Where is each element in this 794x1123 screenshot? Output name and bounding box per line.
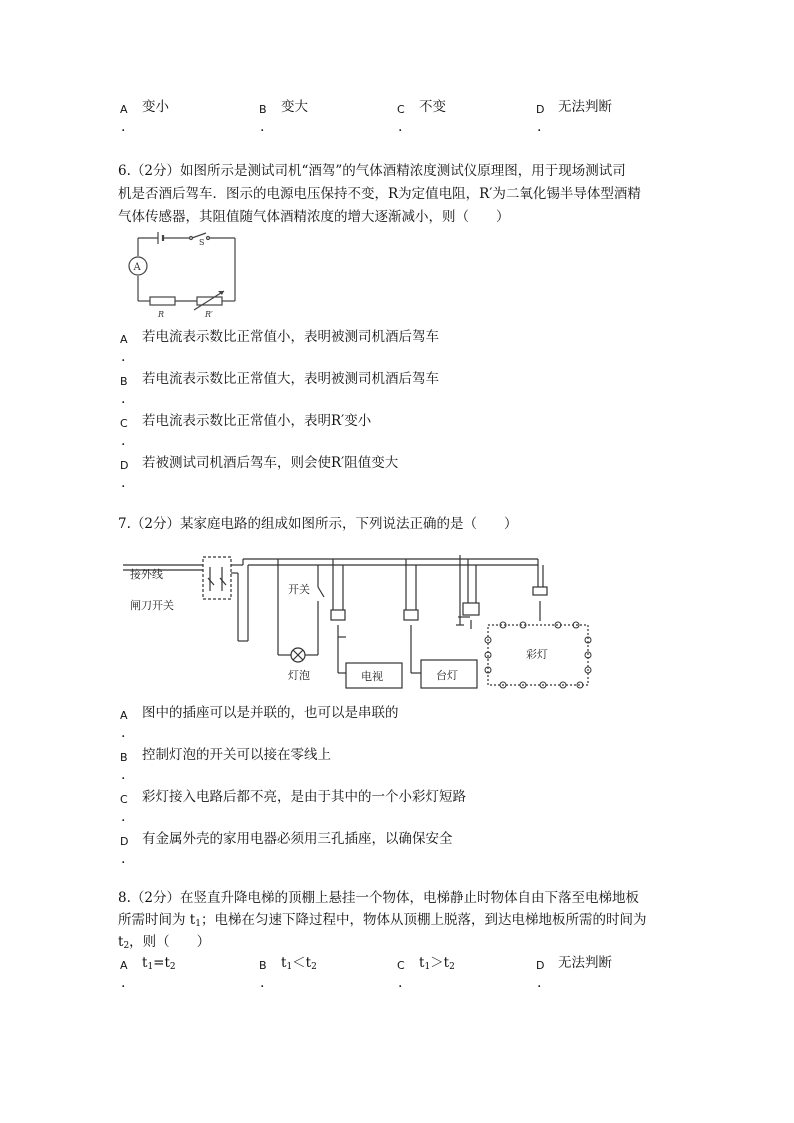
q6-option-b-text: 若电流表示数比正常值大，表明被测司机酒后驾车: [142, 371, 439, 387]
q6-stem-line-1: 6.（2分）如图所示是测试司机“酒驾”的气体酒精浓度测试仪原理图，用于现场测试司: [118, 163, 626, 179]
q8-option-a-text: $t_1=t_2$: [142, 955, 176, 972]
q6-stem-line-3: 气体传感器，其阻值随气体酒精浓度的增大逐渐减小，则（ ）: [118, 209, 510, 225]
q8-option-c-letter: C: [397, 959, 405, 972]
q7-option-a-letter: A: [120, 709, 128, 722]
q7-knife-switch-label: 闸刀开关: [130, 599, 174, 612]
q7-option-a-text: 图中的插座可以是并联的，也可以是串联的: [142, 705, 399, 721]
q6-option-d-text: 若被测试司机酒后驾车，则会使R′阻值变大: [142, 455, 399, 471]
q5-option-c-text: 不变: [419, 99, 446, 115]
q5-option-c-letter: C: [397, 103, 405, 116]
q7-lights-label: 彩灯: [526, 648, 548, 661]
q6-ammeter-label: A: [133, 262, 141, 273]
q8-option-d-text: 无法判断: [558, 955, 612, 971]
q6-switch-label: S: [199, 238, 205, 247]
q8-option-b-letter: B: [259, 959, 267, 972]
q5-option-a-letter: A: [120, 103, 128, 116]
q6-option-c-text: 若电流表示数比正常值小，表明R′变小: [142, 413, 372, 429]
q8-option-a-letter: A: [120, 959, 128, 972]
q5-option-d-letter: D: [536, 103, 545, 116]
q6-option-d-letter: D: [120, 459, 129, 472]
q5-option-d-text: 无法判断: [558, 99, 612, 115]
q7-tv-label: 电视: [361, 670, 383, 683]
q5-option-a-text: 变小: [142, 99, 169, 115]
q7-switch-label: 开关: [288, 583, 310, 596]
q6-stem-line-2: 机是否酒后驾车．图示的电源电压保持不变，R为定值电阻，R′为二氧化锡半导体型酒精: [118, 186, 641, 202]
q6-option-c-letter: C: [120, 417, 128, 430]
q8-option-d-letter: D: [536, 959, 545, 972]
q7-option-d-text: 有金属外壳的家用电器必须用三孔插座，以确保安全: [142, 831, 453, 847]
q7-lamp-label: 台灯: [436, 669, 458, 682]
q7-option-d-letter: D: [120, 835, 129, 848]
q8-option-c-text: $t_1>t_2$: [419, 955, 455, 972]
q7-external-line-label: 接外线: [130, 568, 163, 581]
q6-option-b-letter: B: [120, 375, 128, 388]
q8-stem-line-1: 8.（2分）在竖直升降电梯的顶棚上悬挂一个物体，电梯静止时物体自由下落至电梯地板: [118, 890, 639, 906]
q7-bulb-label: 灯泡: [288, 669, 310, 682]
q8-stem-line-3: $t_2$，则（ ）: [118, 934, 211, 951]
q7-option-b-letter: B: [120, 751, 128, 764]
q6-option-a-text: 若电流表示数比正常值小，表明被测司机酒后驾车: [142, 329, 439, 345]
q7-option-c-text: 彩灯接入电路后都不亮，是由于其中的一个小彩灯短路: [142, 789, 466, 805]
q6-circuit-diagram: [120, 228, 250, 323]
q5-option-b-text: 变大: [281, 99, 308, 115]
q7-household-circuit-diagram: [118, 545, 598, 700]
q7-option-b-text: 控制灯泡的开关可以接在零线上: [142, 747, 331, 763]
q6-resistor-label: R: [158, 310, 165, 319]
q8-option-b-text: $t_1<t_2$: [281, 955, 317, 972]
q7-stem-line-1: 7.（2分）某家庭电路的组成如图所示，下列说法正确的是（ ）: [118, 516, 518, 532]
q6-sensor-label: R′: [205, 310, 213, 319]
q6-option-a-letter: A: [120, 333, 128, 346]
q5-option-b-letter: B: [259, 103, 267, 116]
q8-stem-line-2: 所需时间为 $t_1$；电梯在匀速下降过程中，物体从顶棚上脱落，到达电梯地板所需的时间为: [118, 912, 647, 929]
q7-option-c-letter: C: [120, 793, 128, 806]
